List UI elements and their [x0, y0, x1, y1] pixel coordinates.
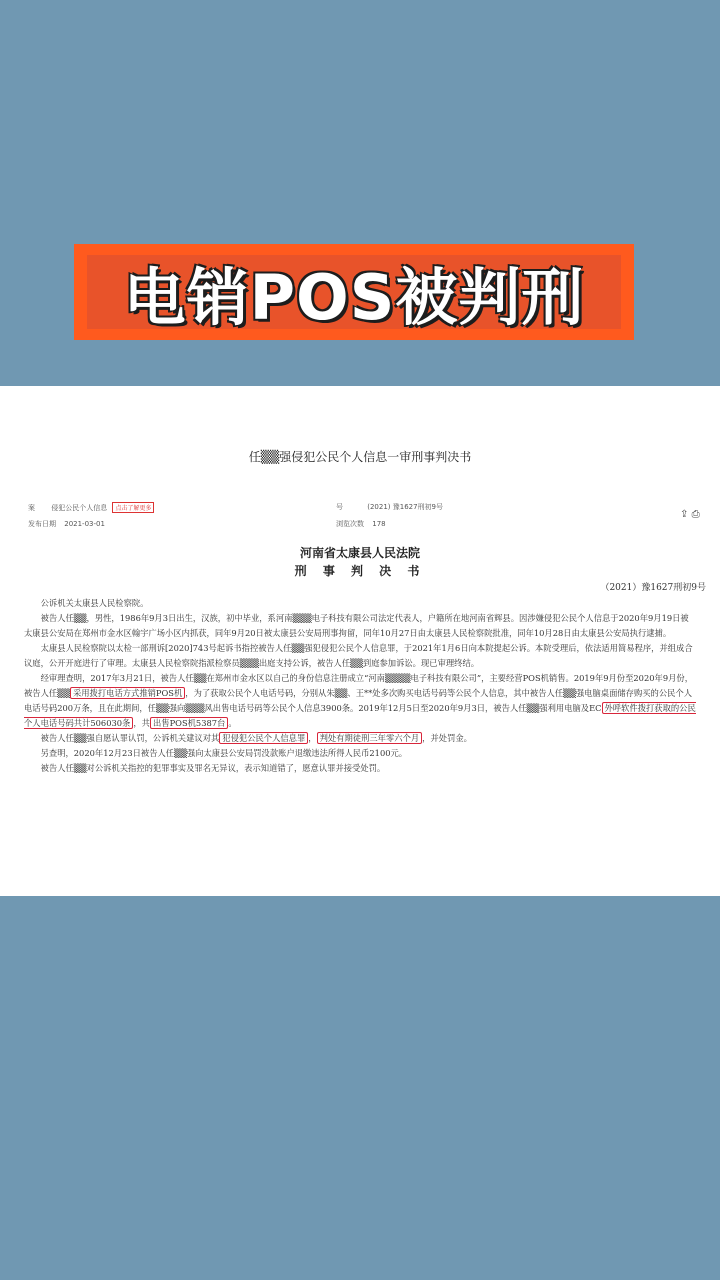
title-banner [74, 244, 634, 340]
paragraph-prosecutor: 公诉机关太康县人民检察院。 [40, 598, 149, 608]
case-no-meta [336, 502, 443, 512]
publish-date-label: 发布日期 [28, 520, 56, 528]
document-header-title: 任▒▒强侵犯公民个人信息一审刑事判决书 [248, 450, 472, 464]
judgment-body [24, 596, 696, 776]
court-name: 河南省太康县人民法院 [299, 546, 420, 560]
judgment-document [0, 386, 720, 896]
paragraph-plea [24, 731, 696, 746]
publish-date-meta [28, 519, 105, 529]
case-number: （2021）豫1627刑初9号 [600, 583, 706, 593]
document-type: 刑 事 判 决 书 [294, 564, 426, 578]
paragraph-prosecution: 太康县人民检察院以太检一部刑诉[2020]743号起诉书指控被告人任▒▒强犯侵犯公民个人信息罪，于2021年1月6日向本院提起公诉。本院受理后，依法适用简易程序，并组成合议庭，公开开庭进行了审理。太康县人民检察院指派检察员▒▒▒出庭支持公诉，被告人任▒▒到庭参加诉讼。现已审理终结。 [24, 643, 693, 668]
facts-text-3: ，共 [133, 718, 150, 728]
plea-text-3: ，并处罚金。 [422, 733, 472, 743]
banner-title: 电销POS被判刑 [123, 260, 585, 334]
views-label: 浏览次数 [336, 520, 364, 528]
paragraph-restitution: 另查明，2020年12月23日被告人任▒▒强向太康县公安局罚没款账户退缴违法所得人民币2100元。 [40, 748, 408, 758]
highlight-sentence: 判处有期徒刑三年零六个月 [317, 732, 423, 744]
highlight-phone-sales: 采用拨打电话方式推销POS机 [70, 687, 185, 699]
paragraph-defendant: 被告人任▒▒，男性，1986年9月3日出生，汉族，初中毕业，系河南▒▒▒电子科技有限公司法定代表人，户籍所在地河南省辉县。因涉嫌侵犯公民个人信息于2020年9月19日被太康县公安局在郑州市金水区翰宇广场小区内抓获，同年9月20日被太康县公安局刑事拘留，同年10月27日由太康县人民检察院批准，同年10月28日由太康县公安局执行逮捕。 [24, 613, 689, 638]
facts-text-1: 经审理查明，2017年3月21日，被告人任▒▒在郑州市金水区以自己的身份信息注册成立“河南▒▒▒▒电子科技有限公司”，主要经营POS机销售。2019年9月份至2020年9月份，被告人任▒▒ [24, 673, 693, 698]
paragraph-admission: 被告人任▒▒对公诉机关指控的犯罪事实及罪名无异议，表示知道错了，愿意认罪并接受处罚。 [40, 763, 386, 773]
views-meta [336, 519, 386, 529]
facts-text-4: 。 [228, 718, 237, 728]
case-cause-label: 案 [28, 504, 35, 512]
share-icon[interactable]: ⇪ [680, 509, 689, 520]
share-icon-group [680, 509, 700, 520]
case-cause-meta [28, 502, 154, 513]
case-no-label: 号 [336, 503, 343, 511]
highlight-pos-sold: 出售POS机5387台 [150, 717, 228, 729]
learn-more-tag[interactable]: 点击了解更多 [112, 502, 154, 513]
publish-date-value: 2021-03-01 [64, 520, 105, 528]
print-icon[interactable]: ⎙ [691, 509, 700, 520]
highlight-crime: 犯侵犯公民个人信息罪 [219, 732, 308, 744]
title-banner-inner [87, 255, 621, 334]
case-no-value: (2021) 豫1627刑初9号 [367, 503, 444, 511]
highlight-outbound-calls: 外呼软件拨打获取的公民个人电话号码共计506030条 [24, 703, 696, 728]
views-value: 178 [372, 520, 386, 528]
facts-text-2: ，为了获取公民个人电话号码，分别从朱▒▒、王**处多次购买电话号码等公民个人信息，其中被告人任▒▒强电脑桌面储存购买的公民个人电话号码200万条，且在此期间，任▒▒强向▒▒▒风出售电话号码等公民个人信息3900条。2019年12月5日至2020年9月3日，被告人任▒▒强利用电脑及EC [24, 688, 693, 713]
paragraph-facts [24, 671, 696, 731]
case-cause-value: 侵犯公民个人信息 [51, 504, 108, 512]
plea-text-2: ， [308, 733, 317, 743]
plea-text-1: 被告人任▒▒强自愿认罪认罚，公诉机关建议对其 [40, 733, 220, 743]
